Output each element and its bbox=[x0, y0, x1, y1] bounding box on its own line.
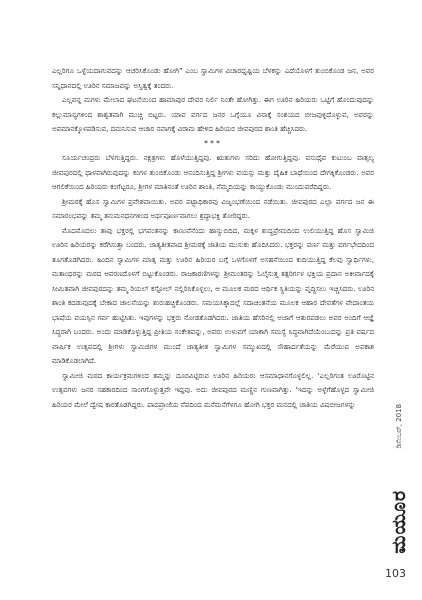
paragraph-3: ಸೂರ್ಯಚಂದ್ರರು ಬೆಳಗುತ್ತಿದ್ದರು. ನಕ್ಷತ್ರಗಳು ಹೊಳೆಯುತ್ತಿದ್ದವು. ಋತುಗಳು ಸರಿದು ಹೋಗುತ್ತಿದ್ದವು. ವಸುಧೈವ ಕುಟುಂಬ ವಾತ್ಸಲ್ಯ ಜೀವಪುರದಲ್ಲಿ ಧಾಳವಾಗಿರುವುದನ್ನು ಕಂಗಳ ತುಂಬಿಕೊಂಡು ಆನಂದಿಸುತ್ತಿದ್ದ ಶ್ರೀಗಳು ವಯಸ್ಸು ಮತ್ತು ದೈಹಿಕ ಬಾಧೆಯಿಂದ ದೇಗಕ್ಕಿಕೊಂಡರು. ಅವರ ಆಗಲಿಕೆಯಿಂದ ಹಿರಿಯರು ಕಂಗೆಟ್ಟರೂ, ಶ್ರೀಗಳ ಮಾತಿನಂತೆ ಊರಿನ ಶಾಂತಿ, ನೆಮ್ಮದಿಯನ್ನು ಕಾಯ್ದುಕೊಂಡು ಮುಂದುವರೆದಿದ್ದರು. bbox=[52, 153, 374, 191]
paragraph-1: ಎಲ್ಲರಿಗೂ ಒಳ್ಳೆಯದಾಗುವದನ್ನು ಆಚರಿಸಿಕೊಂಡು ಹೋಗಿ” ಎಂಬ ಸ್ವಾಮಿಗಳ ವಿಚಾರಧೃಷ್ಟಿಯ ಬೆಳಕನ್ನು ಎದೆಯೊಳಗೆ ತುಂಬಿಕೊಂಡ ಜನ, ಅವರ ಸನ್ನಿಧಾನದಲ್ಲಿ ಊರಿನ ಸಮಾಜವನ್ನು ಅಸ್ತಿತ್ವಕ್ಕೆ ತಂದರು. bbox=[52, 66, 374, 90]
section-separator: *** bbox=[204, 138, 222, 148]
paragraph-2: ಎಲ್ಲವನ್ನ ಮಗಳು ಮೇಲಾದ ಘಟನೆಯಿಂದ ಹಾಮಾಪುರ ದೇವರ ನಿರ್ಲಿ ನಿಂತೇ ಹೋಗಿತ್ತು. ಈಗ ಊರಿನ ಹಿರಿಯರು ಒಟ್ಟಿಗೆ ಹೊಂದುವುದನ್ನು ಕಲ್ಲುಮಾನ್ಯಗಳಿಂದ ಶಾಶ್ವತವಾಗಿ ಮುಚ್ಚಿ ಬಿಟ್ಟರು. ಯಾವ ವರ್ಗದ ಜನರ ಒಗ್ಗೆಯೂ ವಿನಾಕ್ಕೆ ಸಂಶಯದ ಬೀಜವುಳ್ಳಿದೊಳ್ಳುವ, ಅವರನ್ನು ಅಪಮಾನಕ್ಕೊಳಪಡಿಸುವ, ದಮನಿಸುವ ಆಚಾರ ನವಾಗಕ್ಕೆ ವಿರಾಮ ಹೇಳಿದ ಹಿರಿಯರ ಜೀವಪುರದ ಶಾಂತಿ ಹೆಚ್ಚಿಸಿದರು. bbox=[52, 95, 374, 133]
issue-date: ಡಿಸೆಂಬರ್, 2018 bbox=[395, 404, 403, 449]
page-sidebar bbox=[386, 400, 412, 570]
page-number: 103 bbox=[385, 567, 406, 580]
magazine-logo: ಮಯೂರ bbox=[388, 490, 410, 554]
paragraph-6: ಸ್ವಾಮೀಜಿ ಮಠದ ಕಾರ್ಯಕ್ರಮಗಳಿಂದ ತಮ್ಮನ್ನು ದೂರವಿಟ್ಟಿರುವ ಊರಿನ ಹಿರಿಯರು ಆಸಮಾಧಾನಗೊಳ್ಳಲಿಲ್ಲ. 'ಎಲ್ಲರಿಗಂತ ಊರೊಟ್ಟಿನ ಉತ್ಸವಗಳು ಜನರ ಸಹಕಾರದಿಂದ ಸಾಂಗಗೊಳ್ಳುತ್ತವೇ ಇದ್ದವು. ಅದು ಜೀವಪುರದ ಮಣ್ಣಿನ ಗುಣವಾಗಿತ್ತು. 'ಇದನ್ನು ಅಳ್ಳೆಗೆಹೊಳ್ಳದ ಸ್ವಾಮೀಜಿ ಹಿರಿಯರ ಮೇಲೆ ದ್ವೇಷ ಕಾರತೊಡಗಿದ್ದರು. ಪಾದಪ್ರಾಜೆಯ ನೆಪದಿಂದ ಮನೆಮನೆಗೆಳಗೂ ಹೋಗಿ ಭಕ್ತರ ಮನದಲ್ಲಿ ಜಾತಿಯ ವಿಷಬೀಜಗಳನ್ನು bbox=[52, 370, 374, 409]
paragraph-4: ಶ್ರೀಮಠಕ್ಕೆ ಹೊಸ ಸ್ವಾಮಿಗಳ ಪ್ರವೇಶವಾಯಿತು. ಅವರ ಪಟ್ಟಾಧಿಕಾರವು ವಿಜೃಂಭಣೆಯಿಂದ ನಡೆಯಿತು. ಜೀವಪುರದ ಎಲ್ಲಾ ವರ್ಗದ ಜನ ಈ ಸಮಾರಂಭವನ್ನು ತಮ್ಮ ತನುಮನಧನಗಳಿಂದ ಅರ್ಥಪೂರ್ಣವಾಗಲು ಶ್ರದ್ಧಾಭಕ್ತಿ ತೋರಿದ್ದರು. bbox=[52, 196, 374, 220]
article-body bbox=[52, 64, 374, 412]
paragraph-5: ಮೊದಮೊದಲು ತಾವು ಭಕ್ತರಲ್ಲಿ ಭಗವಂತನನ್ನು ಕಾಣುವೆನೆಂದು ಹಾಸ್ಯುಬಿದಿದ, ಮಕ್ಕಳ ಶುದ್ಧಪ್ರೇಮದಿಂದ ಉಲಿಯುತ್ತಿದ್ದ ಹೊಸ ಸ್ವಾಮಿಜಿ ಊರಿನ ಹಿರಿಯರನ್ನು ಕರೆಗಿಸುತ್ತಾ ಬಂದರು. ಜಾತ್ಯತೀತವಾದ ಶ್ರೀಮಠಕ್ಕೆ ಜಾತಿಯ ಮುಸುಕು ಹೊದಿಸಿದರು. ಭಕ್ತರನ್ನು ವರ್ಣ ಮತ್ತು ವರ್ಗಭೇದದಿಂದ ತೂಗತೊಡಗಿದರು. ಹಿಂದಿನ ಸ್ವಾಮಿಗಳ ಮಾತ್ಸ ಮತ್ತು ಊರಿನ ಹಿರಿಯರ ಬಗ್ಗೆ ಒಳಗೊಳಗೆ ಅಸಹನೆಯಿಂದ ಕುದಿಯುತ್ತಿದ್ದ ಕೆಲವು ಸ್ವಾರ್ಥಿಗಳು, ಮತಾಂಧರನ್ನು ಮಠದ ಆವರಣದೊಳಗೆ ಬಿಟ್ಟುಕೊಂಡರು. ರಾಜಕಾರಣಿಗಳನ್ನು ಶ್ರೀಮಂತರನ್ನು ಓಲೈಸುತ್ತ ತತ್ಪರಿರ್ಗಳ ಭಕ್ತಿಯ ಪ್ರದಾನ ಅಕೀರ್ವಾದಕ್ಕೆ ಸೀಮಿತವಾಗಿ ಜೀವಪುರದನ್ನು ತಮ್ಮ ರಿಯಲ್ ಕಸ್ಟೋಲ್ ನಲ್ಲಿರಿಸಿಕೊಳ್ಳಲು, ಆ ಮೂಲಕ ಮಠದ ಆರ್ಥಿಕ ಸ್ಥಿತಿಯನ್ನು ವೃದ್ಧಿಸಲು ಇಚ್ಚಿಸಿದರು. ಊರಿನ ಶಾಂತಿ ಕದಡುವುದಕ್ಕೆ ಬೇಕಾದ ಚಾಲನೆಯನ್ನು ಶುರುಹಚ್ಚಿಕೊಂಡರು. ಸಮಯಸಿಕ್ಕಾದಲ್ಲೆ ಸದಾಚಿಂತನೆಯ ಮೂಲಕ ಆಹಾರ ದೇವತೆಗಳ ವೇದಾಂತಯ ಭಾಷೆಯ ವಯಸ್ಸಿನ ಗರ್ವ ಹುಟ್ಟಿಸಿತು. ಇವುಗಳನ್ನು ಭಕ್ತರು ನೋಡತೊಡಗಿದರು. ಜಾತಿಯ ಹೆಸರಿನಲ್ಲಿ ಅಜಾಗೆ ಆತುರಪಡಲು ಅವರ ಅಂದಿಗೆ ಆಜ್ಞೆ ಸಿದ್ಧರಾಗಿ ಬಂದರು. ಅಂದು ಮಾಡಿಕೊಳ್ಳುತ್ತಿದ್ದ ಪ್ರೀತಿಯ ಸಂಕೇತವನ್ನು, ಅವರು ಉಳುವಗೆ ಯಾಕಾಗಿ ಸಮಸ್ಯೆ ಸಿದ್ಧವಾಗಿದೆಯೆಂಬುದನ್ನು ಪ್ರತಿ ವರ್ಷದ ವಾರ್ಷಿಕ ಉತ್ಸವದಲ್ಲಿ ಶ್ರೀಗಳು ಸ್ವಾಮಿಜಿಗಳ ಮುಂದೆ ಜಾತ್ಯತೀತ ಸ್ವಾಮಿಗಳ ಸಮ್ಮುಖದಲ್ಲಿ ಸೌಹಾರ್ದತೆಯನ್ನು ಮೆರೆಯುವ ಅವಕಾಶ ಮಾಡಿಕೊಡಲಾಗಿದೆ. bbox=[52, 225, 374, 365]
